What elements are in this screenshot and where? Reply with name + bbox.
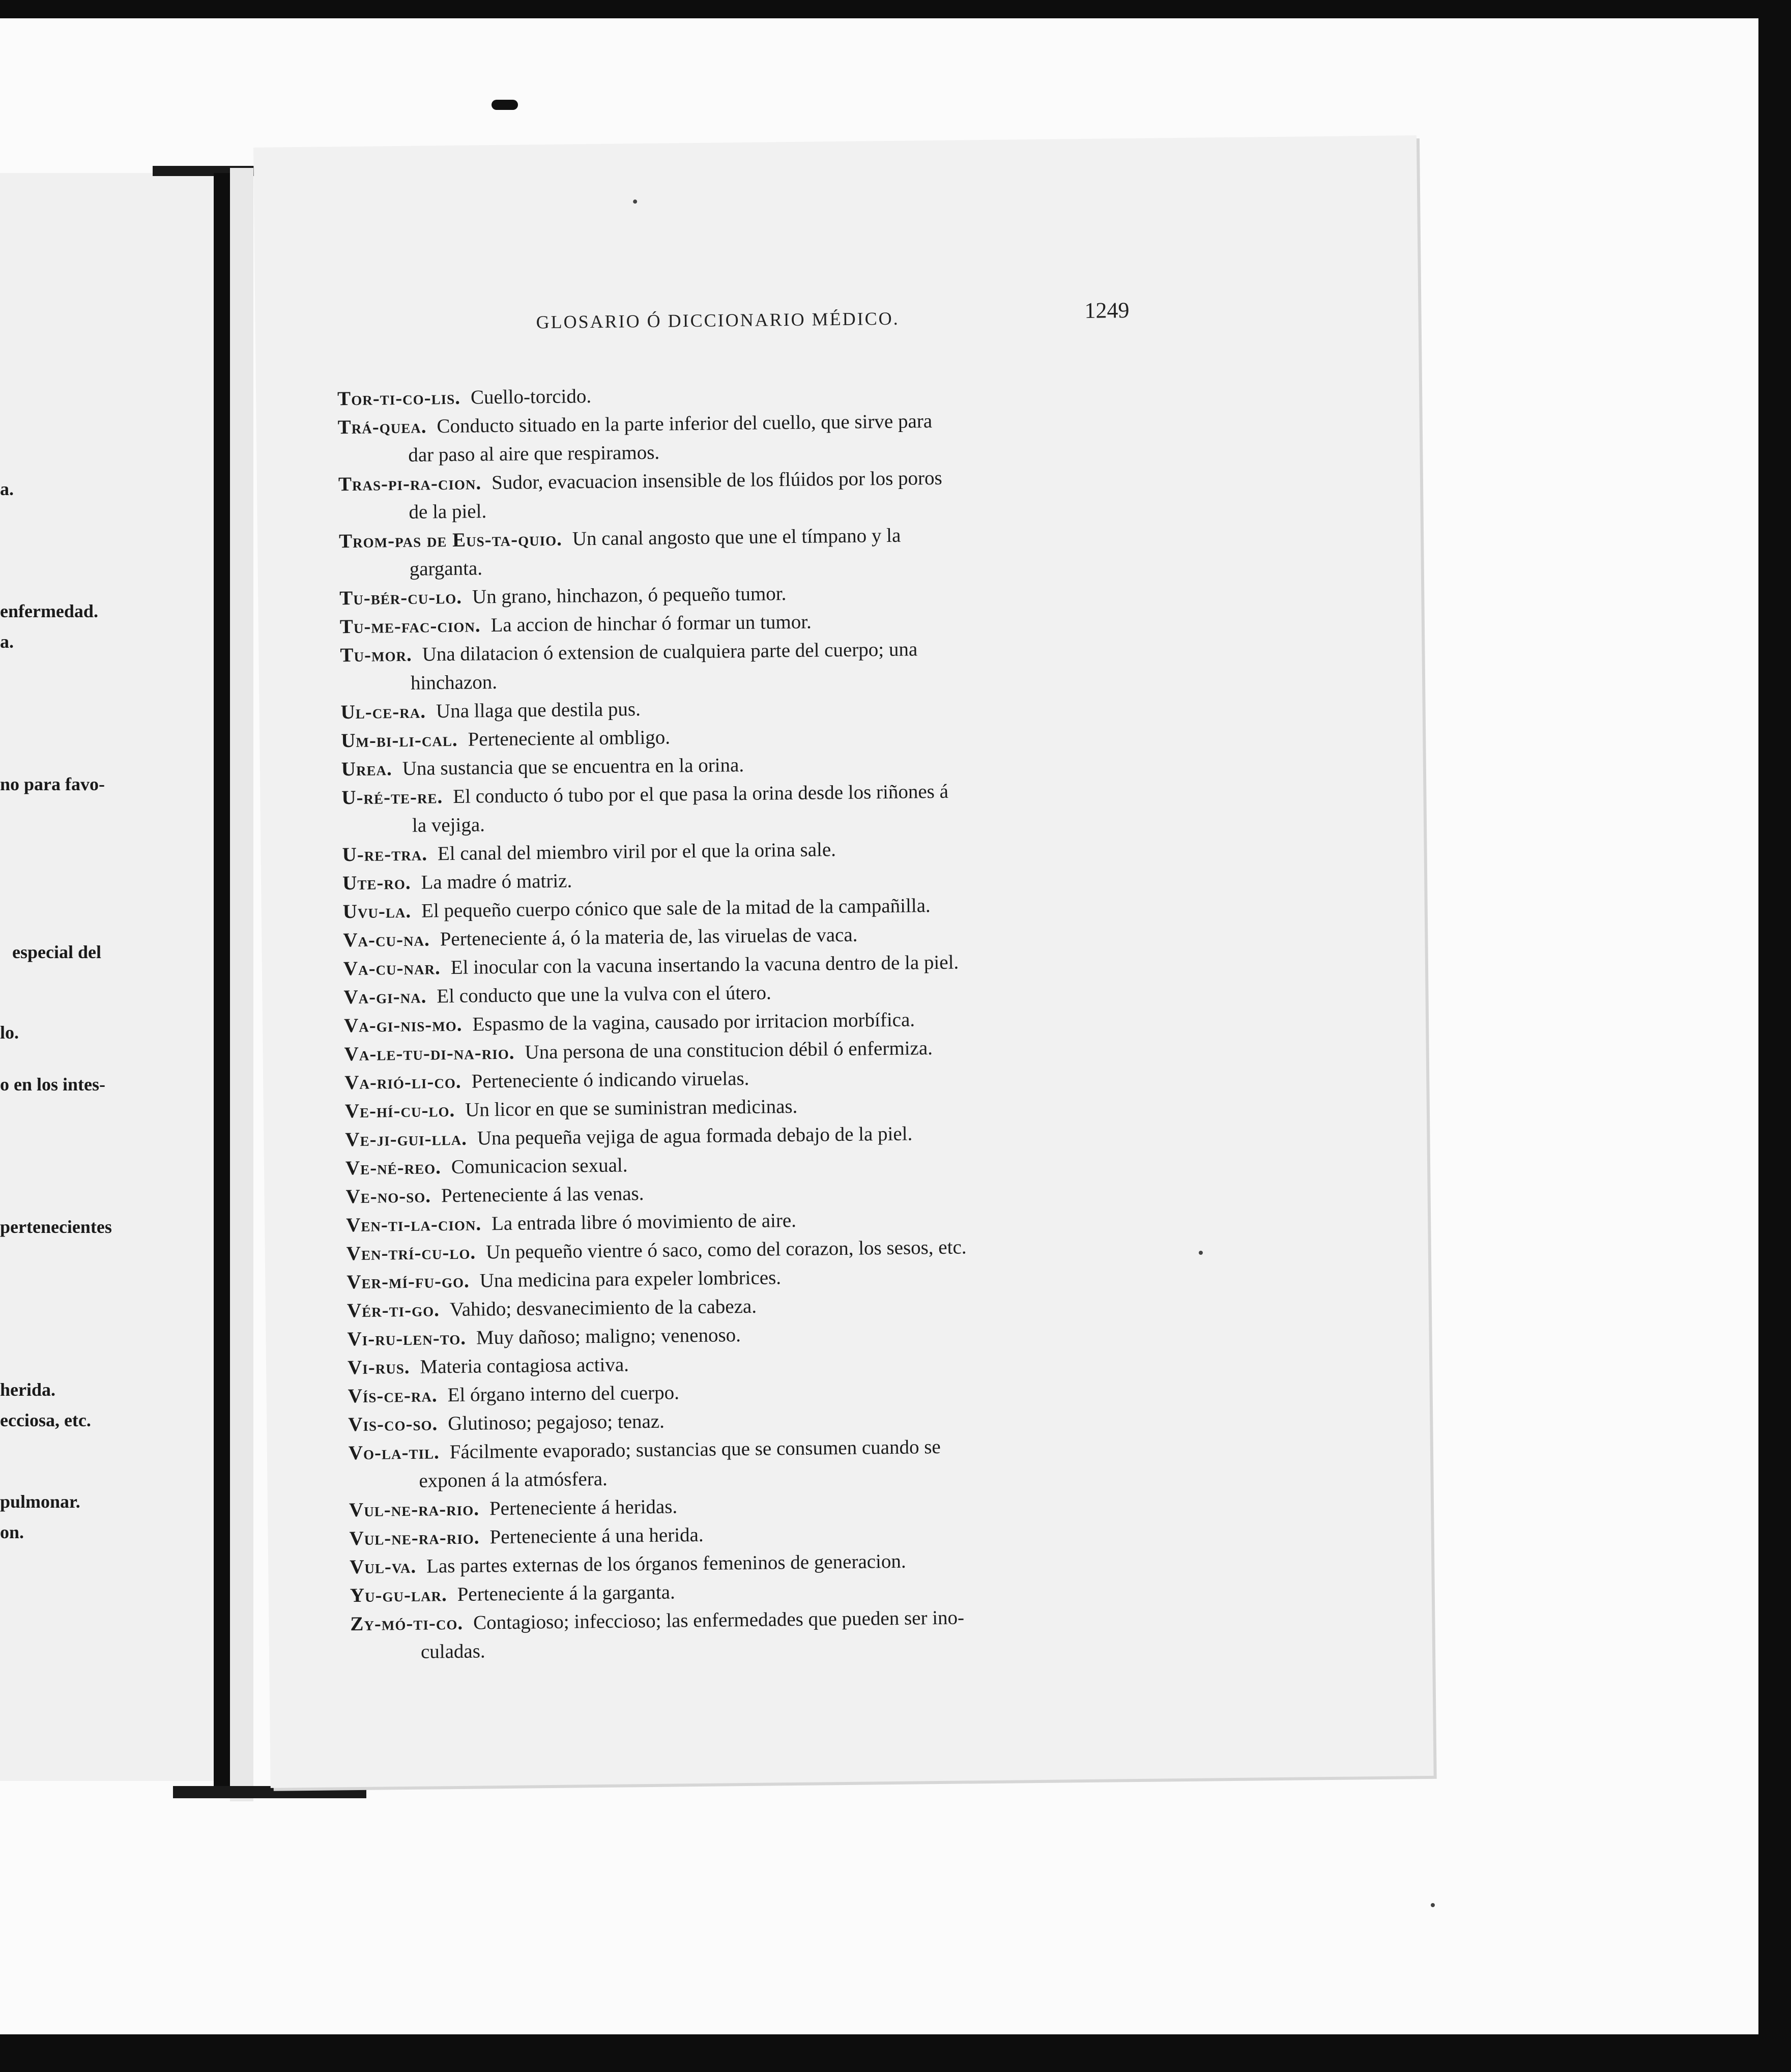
entry-definition: La entrada libre ó movimiento de aire. bbox=[491, 1209, 797, 1235]
entry-definition: Fácilmente evaporado; sustancias que se consumen cuando se bbox=[449, 1435, 941, 1463]
entry-term: Va-cu-nar. bbox=[343, 957, 441, 980]
entry-definition: Una llaga que destila pus. bbox=[436, 698, 641, 723]
left-page-line: on. bbox=[0, 1522, 24, 1542]
left-page-line: enfermedad. bbox=[0, 601, 98, 621]
entry-definition: Materia contagiosa activa. bbox=[420, 1354, 629, 1378]
left-page-line: ecciosa, etc. bbox=[0, 1410, 91, 1430]
entry-definition: Sudor, evacuacion insensible de los flúidos por los poros bbox=[491, 467, 942, 494]
glossary-entry bbox=[341, 775, 1176, 841]
entry-definition: Una dilatacion ó extension de cualquiera parte del cuerpo; una bbox=[422, 638, 918, 666]
entry-definition-continuation: culadas. bbox=[420, 1640, 485, 1663]
book-spine bbox=[214, 173, 230, 1791]
entry-term: Tu-me-fac-cion. bbox=[339, 614, 481, 638]
glossary-entry bbox=[339, 519, 1174, 584]
entry-definition: El conducto que une la vulva con el útero. bbox=[437, 982, 771, 1008]
entry-term: Va-gi-na. bbox=[343, 985, 427, 1009]
entry-term: Ven-ti-la-cion. bbox=[345, 1213, 482, 1236]
entry-definition: Una pequeña vejiga de agua formada debajo de la piel. bbox=[477, 1123, 913, 1149]
entry-term: Vul-ne-ra-rio. bbox=[349, 1498, 480, 1521]
left-page-line: pertenecientes bbox=[0, 1217, 112, 1237]
entry-term: Tor-ti-co-lis. bbox=[337, 386, 461, 410]
entry-term: Va-cu-na. bbox=[343, 928, 430, 952]
entry-definition: Perteneciente á las venas. bbox=[441, 1183, 644, 1207]
entry-term: Va-gi-nis-mo. bbox=[343, 1013, 463, 1037]
entry-term: U-ré-te-re. bbox=[341, 786, 443, 809]
entry-term: Yu-gu-lar. bbox=[350, 1584, 447, 1607]
glossary-entry bbox=[340, 632, 1175, 698]
entry-term: Ven-trí-cu-lo. bbox=[346, 1241, 476, 1265]
entry-term: Vul-ne-ra-rio. bbox=[349, 1526, 480, 1550]
entry-definition: Perteneciente á, ó la materia de, las viruelas de vaca. bbox=[440, 924, 858, 951]
print-speck bbox=[633, 199, 637, 204]
entry-definition: Una persona de una constitucion débil ó enfermiza. bbox=[525, 1037, 933, 1063]
glossary-entry bbox=[349, 1430, 1183, 1496]
entry-term: Vi-rus. bbox=[347, 1356, 410, 1379]
entry-definition: El pequeño cuerpo cónico que sale de la mitad de la campañilla. bbox=[421, 895, 931, 922]
entry-term: Ve-hí-cu-lo. bbox=[344, 1099, 455, 1123]
glossary-entry bbox=[338, 462, 1173, 527]
scan-border-top bbox=[0, 0, 1791, 18]
entry-definition: Perteneciente á heridas. bbox=[489, 1495, 678, 1520]
entry-definition-continuation: exponen á la atmósfera. bbox=[419, 1467, 608, 1492]
entry-definition: El inocular con la vacuna insertando la vacuna dentro de la piel. bbox=[450, 951, 959, 979]
left-page-line: especial del bbox=[12, 942, 101, 962]
entry-term: Ul-ce-ra. bbox=[340, 700, 426, 724]
entry-definition: Una medicina para expeler lombrices. bbox=[479, 1267, 782, 1292]
binding-edge-bottom bbox=[173, 1786, 366, 1798]
entry-definition: El canal del miembro viril por el que la orina sale. bbox=[437, 839, 836, 865]
entry-definition: Perteneciente al ombligo. bbox=[468, 726, 671, 751]
entry-definition: El órgano interno del cuerpo. bbox=[447, 1382, 680, 1406]
entry-term: Vul-va. bbox=[349, 1555, 417, 1578]
left-page-line: lo. bbox=[0, 1022, 19, 1043]
entry-definition: La madre ó matriz. bbox=[421, 870, 572, 894]
entry-definition-continuation: hinchazon. bbox=[410, 671, 498, 694]
entry-definition: Comunicacion sexual. bbox=[451, 1154, 628, 1178]
glossary-entry bbox=[337, 405, 1172, 470]
entry-term: Uvu-la. bbox=[342, 900, 412, 923]
scan-border-right bbox=[1758, 0, 1791, 2072]
entry-definition: La accion de hinchar ó formar un tumor. bbox=[490, 611, 812, 637]
entry-term: Va-rió-li-co. bbox=[344, 1070, 461, 1094]
entry-term: Ve-ji-gui-lla. bbox=[345, 1127, 468, 1151]
entry-term: Um-bi-li-cal. bbox=[340, 728, 458, 752]
entry-definition: Espasmo de la vagina, causado por irritacion morbífica. bbox=[472, 1009, 915, 1035]
entry-term: Urea. bbox=[341, 758, 392, 781]
print-speck bbox=[1431, 1903, 1435, 1907]
entry-term: Trá-quea. bbox=[337, 415, 427, 439]
entry-definition: Vahido; desvanecimiento de la cabeza. bbox=[449, 1295, 757, 1321]
left-page-line: a. bbox=[0, 631, 14, 652]
entry-definition: Un pequeño vientre ó saco, como del corazon, los sesos, etc. bbox=[485, 1236, 967, 1263]
entry-definition: El conducto ó tubo por el que pasa la orina desde los riñones á bbox=[453, 780, 949, 808]
left-page-line: herida. bbox=[0, 1379, 56, 1400]
entry-term: Vi-ru-len-to. bbox=[347, 1327, 467, 1350]
scan-border-bottom bbox=[0, 2034, 1791, 2072]
entry-term: Trom-pas de Eus-ta-quio. bbox=[338, 528, 563, 553]
entry-definition: Las partes externas de los órganos femeninos de generacion. bbox=[426, 1550, 906, 1577]
entry-definition-continuation: garganta. bbox=[409, 557, 483, 580]
entry-definition-continuation: dar paso al aire que respiramos. bbox=[408, 441, 660, 466]
glossary-entry bbox=[350, 1601, 1185, 1667]
dust-speck bbox=[492, 100, 518, 110]
entry-definition: Contagioso; infeccioso; las enfermedades que pueden ser ino- bbox=[473, 1606, 965, 1634]
entry-definition-continuation: la vejiga. bbox=[412, 814, 485, 837]
left-page-line: o en los intes- bbox=[0, 1074, 105, 1095]
page-gutter bbox=[230, 168, 253, 1801]
page-number: 1249 bbox=[1084, 297, 1130, 323]
right-page bbox=[253, 135, 1434, 1788]
entry-definition: Un canal angosto que une el tímpano y la bbox=[572, 524, 901, 550]
entry-definition: Una sustancia que se encuentra en la orina. bbox=[402, 754, 744, 780]
entry-term: Ve-no-so. bbox=[345, 1185, 431, 1208]
entry-term: Zy-mó-ti-co. bbox=[350, 1611, 464, 1635]
entry-definition: Perteneciente ó indicando viruelas. bbox=[471, 1067, 749, 1092]
entry-definition: Un grano, hinchazon, ó pequeño tumor. bbox=[472, 583, 787, 608]
entry-term: U-re-tra. bbox=[342, 843, 428, 866]
print-speck bbox=[1199, 1251, 1203, 1255]
entry-term: Ver-mí-fu-go. bbox=[346, 1270, 470, 1293]
entry-term: Tu-bér-cu-lo. bbox=[339, 586, 463, 610]
left-page-fragment bbox=[0, 173, 214, 1781]
left-page-line: no para favo- bbox=[0, 774, 105, 794]
entry-definition: Perteneciente á la garganta. bbox=[457, 1581, 675, 1605]
entry-definition: Muy dañoso; maligno; venenoso. bbox=[476, 1324, 741, 1349]
entry-term: Ve-né-reo. bbox=[345, 1156, 442, 1179]
glossary-entries bbox=[337, 376, 1185, 1667]
entry-definition: Cuello-torcido. bbox=[470, 385, 592, 409]
entry-term: Vér-ti-go. bbox=[346, 1299, 440, 1322]
entry-term: Ute-ro. bbox=[342, 871, 411, 895]
entry-definition: Un licor en que se suministran medicinas. bbox=[465, 1095, 798, 1121]
entry-term: Vis-co-so. bbox=[348, 1413, 438, 1436]
entry-definition-continuation: de la piel. bbox=[409, 500, 487, 523]
left-page-line: pulmonar. bbox=[0, 1491, 80, 1512]
entry-term: Vís-ce-ra. bbox=[348, 1384, 438, 1407]
running-header: GLOSARIO Ó DICCIONARIO MÉDICO. bbox=[536, 308, 900, 333]
entry-definition: Perteneciente á una herida. bbox=[489, 1523, 704, 1548]
entry-term: Tu-mor. bbox=[340, 643, 412, 667]
entry-definition: Conducto situado en la parte inferior del cuello, que sirve para bbox=[437, 410, 933, 438]
entry-term: Tras-pi-ra-cion. bbox=[338, 472, 482, 496]
entry-term: Vo-la-til. bbox=[348, 1441, 440, 1464]
left-page-line: a. bbox=[0, 479, 14, 499]
entry-term: Va-le-tu-di-na-rio. bbox=[344, 1041, 515, 1066]
entry-definition: Glutinoso; pegajoso; tenaz. bbox=[447, 1410, 665, 1435]
